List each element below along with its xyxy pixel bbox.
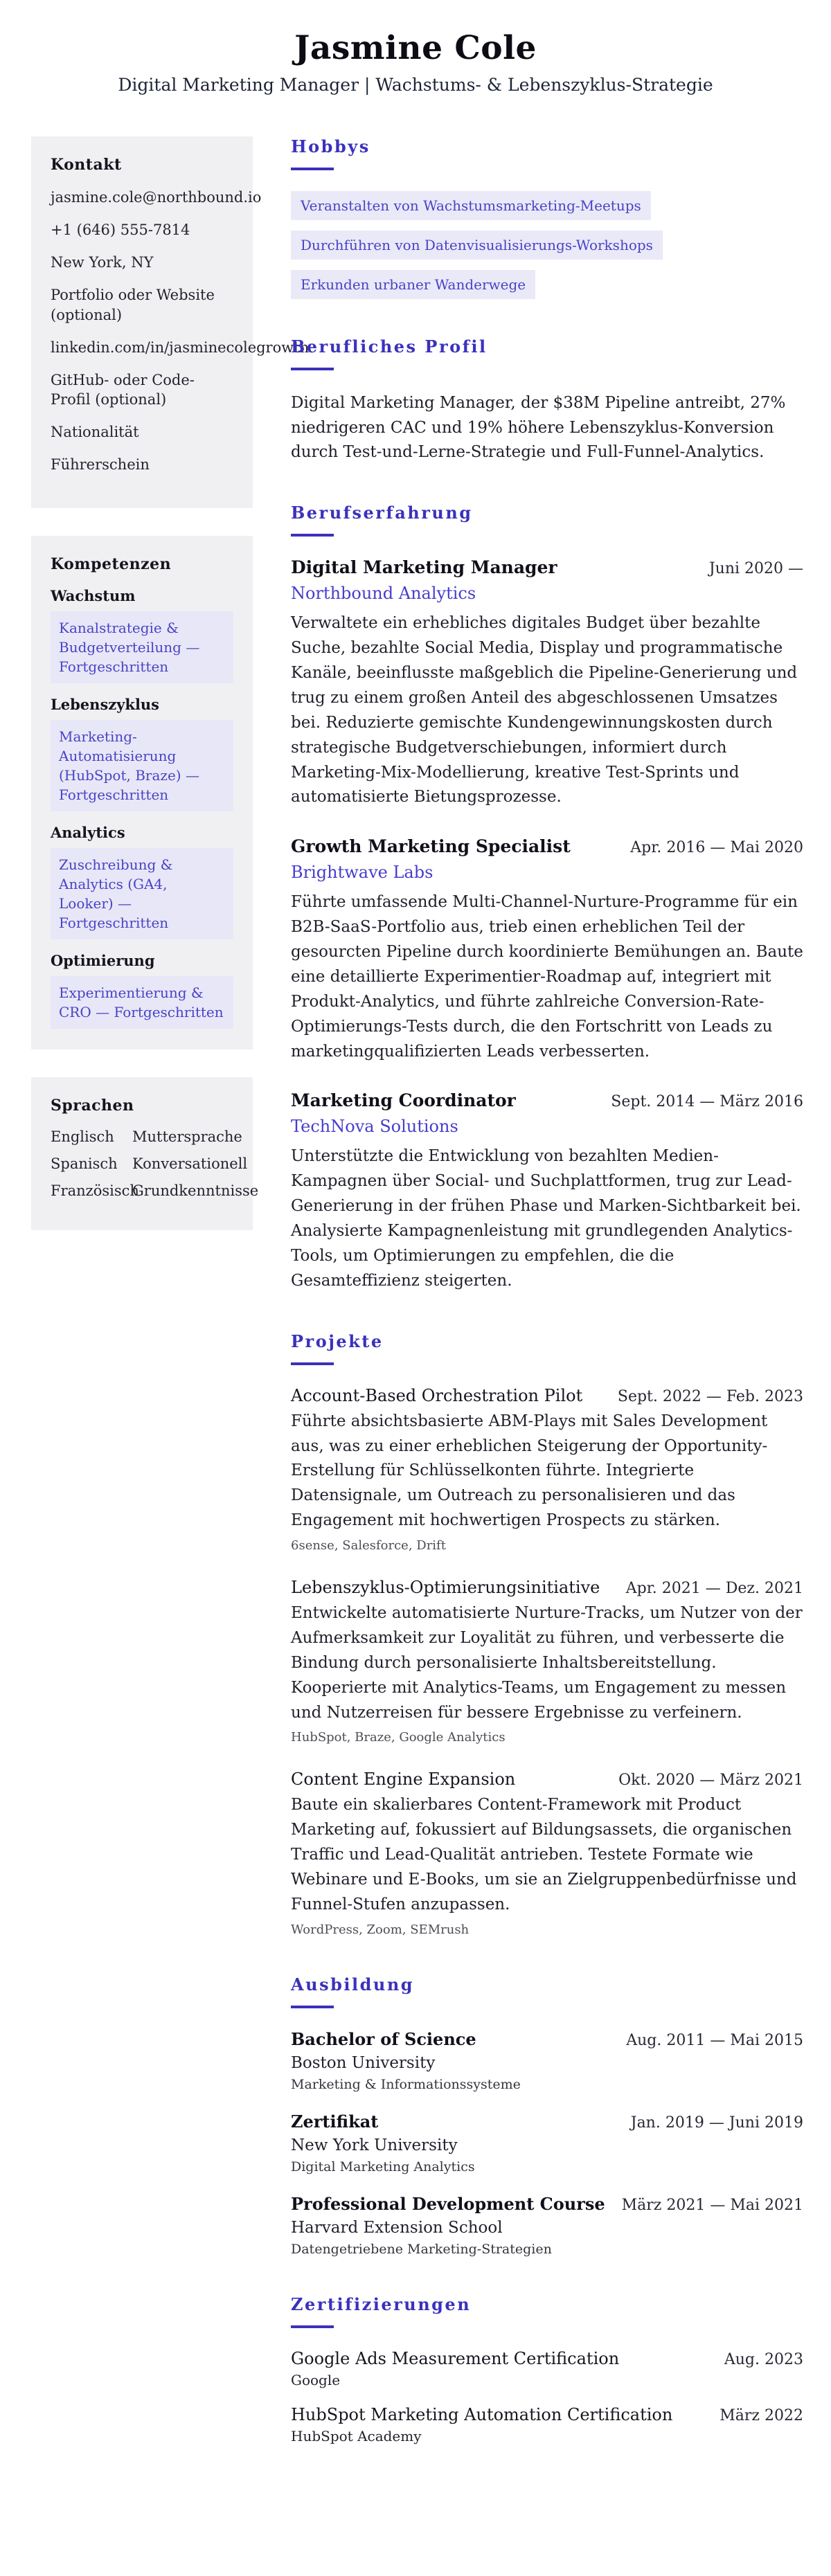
education-title: Ausbildung (291, 1974, 415, 1994)
skill-group-label: Analytics (51, 824, 125, 842)
person-tagline: Digital Marketing Manager | Wachstums- & Lebenszyklus-Strategie (118, 74, 713, 95)
certification-date: Aug. 2023 (724, 2350, 803, 2368)
education-school: Boston University (291, 2053, 436, 2072)
project-description: Führte absichtsbasierte ABM-Plays mit Sales Development aus, was zu einer erheblichen Steigerung der Opportunity-Erstellung für Schlüsselkonten führte. Integrierte Datensignale, um Outreach zu personalisieren und das Engagement mit hochwertigen Prospects zu stärken. (291, 1412, 768, 1530)
certification-issuer: HubSpot Academy (291, 2427, 422, 2444)
contact-linkedin[interactable]: linkedin.com/in/jasminecolegrowth (51, 339, 310, 356)
skill-group-label: Wachstum (51, 587, 136, 605)
language-row (51, 1155, 248, 1173)
language-row (51, 1128, 242, 1146)
project-entry (291, 1769, 803, 1936)
content-columns (0, 136, 831, 2523)
section-education (291, 1974, 803, 2257)
contact-email[interactable]: jasmine.cole@northbound.io (51, 188, 262, 206)
project-title: Content Engine Expansion (291, 1769, 516, 1790)
contact-nationality: Nationalität (51, 424, 139, 441)
skills-title: Kompetenzen (51, 555, 172, 574)
skills-box (31, 536, 253, 1050)
education-dates: Jan. 2019 — Juni 2019 (630, 2114, 803, 2132)
project-tools: HubSpot, Braze, Google Analytics (291, 1730, 506, 1745)
certification-name: Google Ads Measurement Certification (291, 2348, 620, 2368)
project-dates: Apr. 2021 — Dez. 2021 (625, 1580, 803, 1598)
project-entry (291, 1386, 803, 1553)
sidebar (31, 136, 310, 1259)
education-school: Harvard Extension School (291, 2218, 503, 2237)
languages-box (31, 1077, 259, 1230)
experience-title: Berufserfahrung (291, 503, 473, 523)
education-degree: Zertifikat (291, 2111, 379, 2132)
job-dates: Apr. 2016 — Mai 2020 (630, 839, 803, 857)
project-title: Account-Based Orchestration Pilot (291, 1385, 583, 1405)
hobbies-title: Hobbys (291, 136, 370, 156)
education-entry (291, 2111, 803, 2174)
project-title: Lebenszyklus-Optimierungsinitiative (291, 1578, 600, 1598)
hobby-chip: Durchführen von Datenvisualisierungs-Workshops (291, 231, 663, 260)
person-name: Jasmine Cole (294, 29, 537, 67)
profile-title: Berufliches Profil (291, 336, 488, 357)
section-projects (291, 1331, 803, 1937)
section-experience (291, 503, 803, 1293)
language-name: Spanisch (51, 1155, 118, 1173)
skill-chip: Marketing-Automatisierung (HubSpot, Braze) — Fortgeschritten (51, 720, 233, 811)
section-title-rule (291, 368, 334, 370)
job-company-link[interactable]: TechNova Solutions (291, 1117, 458, 1137)
section-title-rule (291, 534, 334, 537)
skill-group-label: Lebenszyklus (51, 696, 160, 714)
education-dates: Aug. 2011 — Mai 2015 (626, 2031, 803, 2049)
education-school: New York University (291, 2136, 458, 2154)
job-company-link[interactable]: Northbound Analytics (291, 584, 476, 604)
certification-date: März 2022 (720, 2406, 803, 2424)
job-company-link[interactable]: Brightwave Labs (291, 863, 434, 883)
certification-name: HubSpot Marketing Automation Certification (291, 2404, 673, 2424)
language-level: Muttersprache (132, 1128, 242, 1146)
section-title-rule (291, 168, 334, 170)
language-level: Konversationell (132, 1155, 248, 1173)
education-field: Datengetriebene Marketing-Strategien (291, 2241, 552, 2257)
education-entry (291, 2194, 803, 2257)
experience-entry (291, 836, 803, 1064)
education-field: Digital Marketing Analytics (291, 2159, 475, 2174)
project-description: Baute ein skalierbares Content-Framework mit Product Marketing auf, fokussiert auf Bildungsassets, die organischen Traffic und Lead-Qualität antrieben. Testete Formate wie Webinare und E-Books, um sie an Zielgruppenbedürfnisse und Funnel-Stufen anzupassen. (291, 1796, 797, 1913)
education-degree: Bachelor of Science (291, 2028, 476, 2049)
section-certifications (291, 2294, 803, 2444)
section-title-rule (291, 1362, 334, 1365)
contact-github: GitHub- oder Code-Profil (optional) (51, 371, 195, 408)
contact-portfolio: Portfolio oder Website (optional) (51, 286, 215, 323)
job-description: Verwaltete ein erhebliches digitales Budget über bezahlte Suche, bezahlte Social Media, Display und programmatische Kanäle, beeinflusste maßgeblich die Pipeline-Generierung und trug zu einem großen Anteil des abgeschlossenen Umsatzes bei. Reduzierte gemischte Kundengewinnungskosten durch strategische Budgetverschiebungen, informiert durch Marketing-Mix-Modellierung, kreative Test-Sprints und automatisierte Bietungsprozesse. (291, 614, 798, 807)
education-dates: März 2021 — Mai 2021 (621, 2196, 803, 2214)
education-field: Marketing & Informationssysteme (291, 2076, 521, 2092)
skill-group-lifecycle (51, 696, 233, 811)
section-profile (291, 336, 803, 466)
job-title: Digital Marketing Manager (291, 557, 557, 578)
hobby-chip: Veranstalten von Wachstumsmarketing-Meetups (291, 191, 651, 220)
job-title: Marketing Coordinator (291, 1090, 516, 1111)
project-dates: Okt. 2020 — März 2021 (618, 1772, 803, 1790)
experience-entry (291, 557, 803, 810)
language-level: Grundkenntnisse (132, 1182, 259, 1200)
certification-entry (291, 2349, 803, 2388)
resume-header (0, 0, 831, 95)
job-dates: Sept. 2014 — März 2016 (611, 1093, 803, 1111)
contact-drivers-license: Führerschein (51, 456, 150, 474)
section-title-rule (291, 2325, 334, 2328)
job-description: Führte umfassende Multi-Channel-Nurture-Programme für ein B2B-SaaS-Portfolio aus, trieb einen erheblichen Teil der gesourcten Pipeline durch koordinierte Bemühungen an. Baute eine detaillierte Experimentier-Roadmap auf, integriert mit Produkt-Analytics, und führte zahlreiche Conversion-Rate-Optimierungs-Tests durch, die den Fortschritt von Leads zu marketingqualifizierten Leads verbesserten. (291, 893, 803, 1061)
job-title: Growth Marketing Specialist (291, 836, 571, 857)
job-description: Unterstützte die Entwicklung von bezahlten Medien-Kampagnen über Social- und Suchplattformen, trug zur Lead-Generierung in der frühen Phase und Marken-Sichtbarkeit bei. Analysierte Kampagnenleistung mit grundlegenden Analytics-Tools, um Optimierungen zu empfehlen, die die Gesamteffizienz steigerten. (291, 1147, 801, 1290)
skill-group-analytics (51, 824, 233, 939)
language-name: Französisch (51, 1182, 139, 1200)
language-name: Englisch (51, 1128, 114, 1146)
skill-group-growth (51, 587, 233, 683)
education-entry (291, 2029, 803, 2092)
experience-entry (291, 1090, 803, 1293)
skill-chip: Experimentierung & CRO — Fortgeschritten (51, 976, 233, 1029)
contact-box (31, 136, 310, 509)
certification-entry (291, 2405, 803, 2444)
project-entry (291, 1578, 803, 1745)
contact-location: New York, NY (51, 253, 154, 271)
project-tools: 6sense, Salesforce, Drift (291, 1538, 446, 1553)
section-hobbies (291, 136, 803, 299)
contact-phone[interactable]: +1 (646) 555-7814 (51, 221, 190, 238)
project-dates: Sept. 2022 — Feb. 2023 (617, 1387, 803, 1405)
skill-group-label: Optimierung (51, 952, 155, 970)
profile-text: Digital Marketing Manager, der $38M Pipeline antreibt, 27% niedrigeren CAC und 19% höhere Lebenszyklus-Konversion durch Test-und-Lerne-Strategie und Full-Funnel-Analytics. (291, 393, 786, 462)
main-column (291, 136, 803, 2523)
certification-issuer: Google (291, 2371, 341, 2388)
projects-title: Projekte (291, 1331, 384, 1351)
hobby-chip: Erkunden urbaner Wanderwege (291, 270, 535, 299)
skill-group-optimization (51, 952, 233, 1029)
education-degree: Professional Development Course (291, 2193, 605, 2214)
project-description: Entwickelte automatisierte Nurture-Tracks, um Nutzer von der Aufmerksamkeit zur Loyalität zu führen, und verbesserte die Bindung durch personalisierte Inhaltsbereitstellung. Kooperierte mit Analytics-Teams, um Engagement zu messen und Nutzerreisen für bessere Ergebnisse zu verfeinern. (291, 1604, 803, 1722)
job-dates: Juni 2020 — (708, 560, 803, 578)
languages-title: Sprachen (51, 1097, 134, 1115)
skill-chip: Kanalstrategie & Budgetverteilung — Fortgeschritten (51, 611, 233, 683)
certifications-title: Zertifizierungen (291, 2294, 472, 2314)
contact-title: Kontakt (51, 155, 122, 174)
section-title-rule (291, 2006, 334, 2008)
language-row (51, 1182, 259, 1200)
project-tools: WordPress, Zoom, SEMrush (291, 1922, 470, 1937)
skill-chip: Zuschreibung & Analytics (GA4, Looker) — Fortgeschritten (51, 848, 233, 939)
